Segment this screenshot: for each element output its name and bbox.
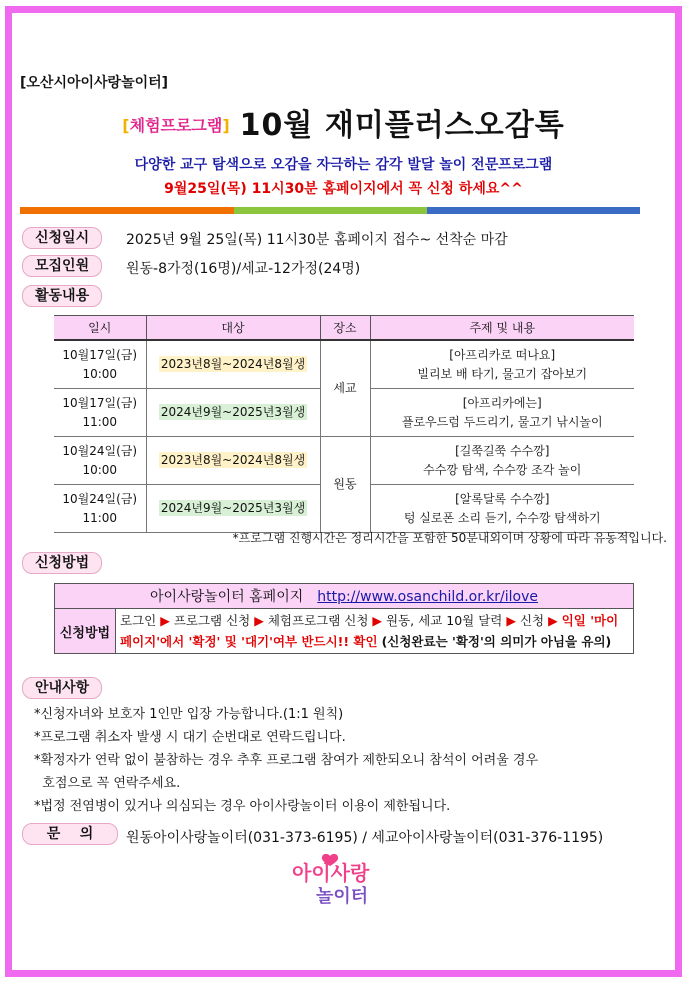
target-cell: 2024년9월~2025년3월생 <box>146 485 320 533</box>
logo <box>292 852 402 912</box>
place-cell: 세교 <box>320 340 370 437</box>
stripe-blue <box>427 207 640 214</box>
guide-item: *프로그램 취소자 발생 시 대기 순번대로 연락드립니다. <box>34 730 346 745</box>
topic-cell: [아프리카로 떠나요] 빌리보 배 타기, 물고기 잡아보기 <box>370 340 634 389</box>
recruit-info: 원동-8가정(16명)/세교-12가정(24명) <box>126 261 361 277</box>
guide-item: *법정 전염병이 있거나 의심되는 경우 아이사랑놀이터 이용이 제한됩니다. <box>34 799 451 814</box>
title-text: 10월 재미플러스오감톡 <box>239 108 565 143</box>
arrow-icon: ▶ <box>254 613 264 628</box>
stripe-orange <box>20 207 234 214</box>
stripe-green <box>234 207 427 214</box>
homepage-link[interactable]: http://www.osanchild.or.kr/ilove <box>317 589 538 605</box>
col-header-target: 대상 <box>146 316 320 341</box>
deadline-notice: 9월25일(목) 11시30분 홈페이지에서 꼭 신청 하세요^^ <box>164 181 523 197</box>
schedule-note: *프로그램 진행시간은 정리시간을 포함한 50분내외이며 상황에 따라 유동적입니다. <box>232 531 667 545</box>
col-header-date: 일시 <box>54 316 146 341</box>
col-header-place: 장소 <box>320 316 370 341</box>
apply-warning-note: (신청완료는 '확정'의 의미가 아님을 유의) <box>381 634 612 649</box>
method-label: 신청방법 <box>22 552 102 574</box>
page-title <box>0 100 687 144</box>
contact-info: 원동아이사랑놀이터(031-373-6195) / 세교아이사랑놀이터(031-376-1195) <box>126 830 604 846</box>
apply-warning: 익일 '마이페이지'에서 '확정' 및 '대기'여부 반드시!! 확인 <box>120 613 619 649</box>
table-row <box>54 437 634 485</box>
apply-method-label: 신청방법 <box>55 609 116 654</box>
target-cell: 2024년9월~2025년3월생 <box>146 389 320 437</box>
date-cell: 10월17일(금) 11:00 <box>54 389 146 437</box>
date-cell: 10월24일(금) 11:00 <box>54 485 146 533</box>
topic-cell: [아프리카에는] 플로우드럼 두드리기, 물고기 낚시놀이 <box>370 389 634 437</box>
apply-date-label: 신청일시 <box>22 227 102 249</box>
guide-item: 호점으로 꼭 연락주세요. <box>34 776 181 791</box>
contact-label: 문 의 <box>22 823 118 845</box>
place-cell: 원동 <box>320 437 370 533</box>
topic-cell: [알록달록 수수깡] 텅 실로폰 소리 듣기, 수수깡 탐색하기 <box>370 485 634 533</box>
activity-label: 활동내용 <box>22 285 102 307</box>
arrow-icon: ▶ <box>506 613 516 628</box>
org-label: [오산시아이사랑놀이터] <box>20 75 169 91</box>
guide-item: *신청자녀와 보호자 1인만 입장 가능합니다.(1:1 원칙) <box>34 707 344 722</box>
guide-label: 안내사항 <box>22 677 102 699</box>
arrow-icon: ▶ <box>548 613 558 628</box>
arrow-icon: ▶ <box>372 613 383 628</box>
target-cell: 2023년8월~2024년8월생 <box>146 340 320 389</box>
date-cell: 10월17일(금) 10:00 <box>54 340 146 389</box>
table-row <box>54 340 634 389</box>
recruit-label: 모집인원 <box>22 255 102 277</box>
apply-table <box>54 583 634 654</box>
target-cell: 2023년8월~2024년8월생 <box>146 437 320 485</box>
apply-steps: 로그인 ▶ 프로그램 신청 ▶ 체험프로그램 신청 ▶ 원동, 세교 10월 달력 ▶ 신청 ▶ 익일 '마이페이지'에서 '확정' 및 '대기'여부 반드시!! 확인 (신청완료는 '확정'의 의미가 아님을 유의) <box>116 609 634 654</box>
homepage-row <box>55 584 634 609</box>
logo-text-1: 아이사랑 <box>292 861 370 885</box>
category-badge: [체험프로그램] <box>122 116 230 135</box>
arrow-icon: ▶ <box>160 613 170 628</box>
guide-item: *확정자가 연락 없이 불참하는 경우 추후 프로그램 참여가 제한되오니 참석이 어려울 경우 <box>34 753 539 768</box>
col-header-topic: 주제 및 내용 <box>370 316 634 341</box>
logo-text-2: 놀이터 <box>316 886 369 907</box>
apply-date: 2025년 9월 25일(목) 11시30분 홈페이지 접수~ 선착순 마감 <box>126 232 508 248</box>
date-cell: 10월24일(금) 10:00 <box>54 437 146 485</box>
homepage-name: 아이사랑놀이터 홈페이지 <box>150 589 304 605</box>
subtitle: 다양한 교구 탐색으로 오감을 자극하는 감각 발달 놀이 전문프로그램 <box>134 157 553 173</box>
topic-cell: [길쭉길쭉 수수깡] 수수깡 탐색, 수수깡 조각 놀이 <box>370 437 634 485</box>
schedule-table <box>54 315 634 533</box>
schedule-header-row <box>54 316 634 341</box>
